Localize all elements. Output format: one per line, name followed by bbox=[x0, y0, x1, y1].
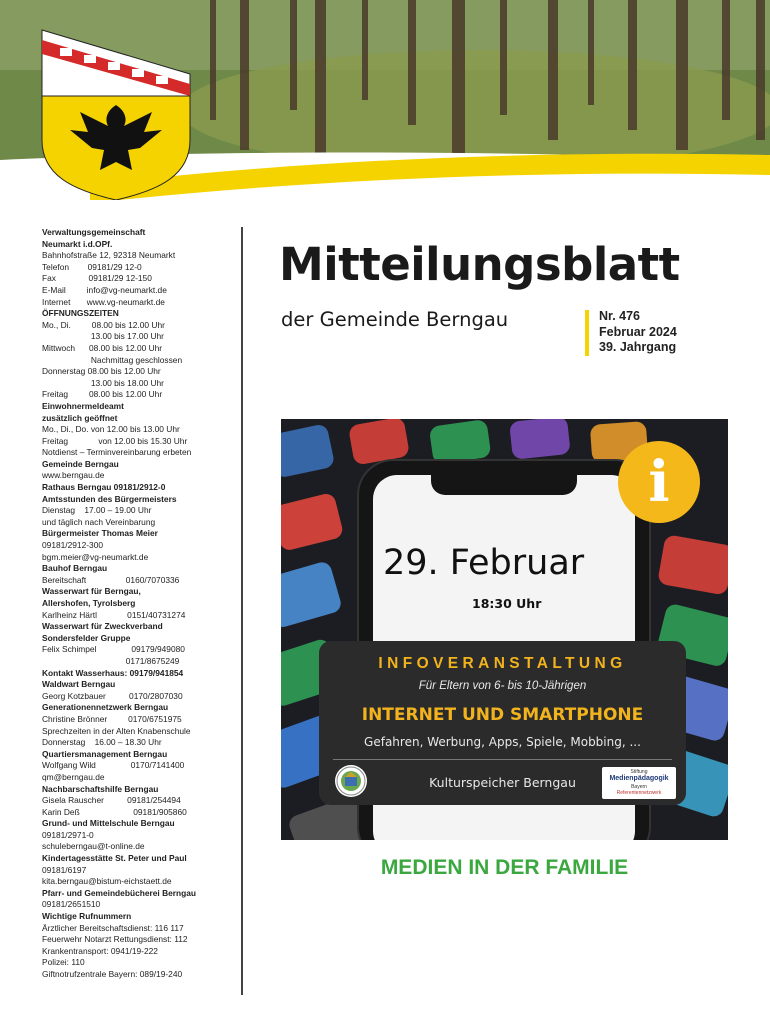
issue-number: Nr. 476 bbox=[599, 309, 641, 323]
event-date: 29. Februar bbox=[383, 543, 585, 583]
sidebar-line: 09181/2971-0 bbox=[42, 829, 94, 840]
sidebar-line: bgm.meier@vg-neumarkt.de bbox=[42, 551, 149, 562]
page-title: Mitteilungsblatt bbox=[279, 238, 680, 291]
header-photo bbox=[0, 0, 770, 200]
smartphone-notch bbox=[431, 475, 577, 495]
partner-logo bbox=[602, 767, 676, 799]
sidebar-line: Polizei: 110 bbox=[42, 957, 85, 968]
sidebar-divider bbox=[241, 227, 243, 995]
sidebar-heading: Waldwart Berngau bbox=[42, 679, 116, 690]
sidebar-line: und täglich nach Vereinbarung bbox=[42, 516, 156, 527]
sidebar-heading: Rathaus Berngau 09181/2912-0 bbox=[42, 482, 166, 493]
sidebar-line: Internet www.vg-neumarkt.de bbox=[42, 296, 165, 307]
page-subtitle: der Gemeinde Berngau bbox=[281, 308, 509, 331]
sidebar-heading: Einwohnermeldeamt bbox=[42, 400, 124, 411]
event-kicker: INFOVERANSTALTUNG bbox=[378, 655, 627, 672]
contact-sidebar bbox=[42, 227, 242, 981]
event-divider bbox=[333, 759, 672, 760]
sidebar-heading: Grund- und Mittelschule Berngau bbox=[42, 818, 175, 829]
forest-photo bbox=[0, 0, 770, 200]
sidebar-heading: Pfarr- und Gemeindebücherei Berngau bbox=[42, 887, 197, 898]
sidebar-line: 13.00 bis 18.00 Uhr bbox=[42, 377, 164, 388]
sidebar-heading: Gemeinde Berngau bbox=[42, 458, 119, 469]
sidebar-line: Feuerwehr Notarzt Rettungsdienst: 112 bbox=[42, 934, 188, 945]
issue-info bbox=[599, 309, 677, 356]
sidebar-heading: Allershofen, Tyrolsberg bbox=[42, 598, 136, 608]
sidebar-heading: Kindertagesstätte St. Peter und Paul bbox=[42, 853, 187, 864]
sidebar-line: Bahnhofstraße 12, 92318 Neumarkt bbox=[42, 250, 176, 261]
sidebar-heading: ÖFFNUNGSZEITEN bbox=[42, 308, 119, 319]
sidebar-line: www.berngau.de bbox=[42, 470, 105, 481]
event-poster bbox=[281, 419, 728, 840]
sidebar-line: 13.00 bis 17.00 Uhr bbox=[42, 331, 164, 342]
sidebar-line: E-Mail info@vg-neumarkt.de bbox=[42, 284, 167, 295]
cover-headline: MEDIEN IN DER FAMILIE bbox=[380, 856, 629, 879]
sidebar-line: Gisela Rauscher 09181/254494 bbox=[42, 795, 181, 806]
sidebar-line: kita.berngau@bistum-eichstaett.de bbox=[42, 876, 172, 887]
sidebar-heading: Sondersfelder Gruppe bbox=[42, 632, 131, 643]
sidebar-line: qm@berngau.de bbox=[42, 771, 105, 782]
sidebar-heading: Wichtige Rufnummern bbox=[42, 911, 132, 922]
sidebar-line: Notdienst – Terminvereinbarung erbeten bbox=[42, 447, 192, 458]
sidebar-heading: Bürgermeister Thomas Meier bbox=[42, 528, 158, 539]
sidebar-line: Mo., Di. 08.00 bis 12.00 Uhr bbox=[42, 319, 165, 330]
sidebar-line: Dienstag 17.00 – 19.00 Uhr bbox=[42, 505, 152, 516]
sidebar-line: Georg Kotzbauer 0170/2807030 bbox=[42, 690, 183, 701]
sidebar-line: Fax 09181/29 12-150 bbox=[42, 273, 152, 284]
sidebar-line: Freitag 08.00 bis 12.00 Uhr bbox=[42, 389, 163, 400]
partner-logo-name: Medienpädagogik bbox=[609, 775, 669, 782]
sidebar-heading: Wasserwart für Berngau, bbox=[42, 586, 141, 597]
event-topic: INTERNET UND SMARTPHONE bbox=[361, 705, 644, 725]
event-venue: Kulturspeicher Berngau bbox=[429, 775, 576, 790]
sidebar-heading: Generationennetzwerk Berngau bbox=[42, 702, 169, 713]
sidebar-line: 09181/2912-300 bbox=[42, 540, 104, 551]
partner-logo-line: Stiftung bbox=[630, 769, 648, 775]
sidebar-line: 09181/6197 bbox=[42, 864, 87, 875]
sidebar-heading: Quartiersmanagement Berngau bbox=[42, 748, 168, 759]
sidebar-line: Nachmittag geschlossen bbox=[42, 354, 183, 365]
sidebar-line: Felix Schimpel 09179/949080 bbox=[42, 644, 185, 655]
sidebar-heading: Bauhof Berngau bbox=[42, 563, 108, 574]
event-info-box bbox=[319, 641, 686, 805]
issue-accent-bar bbox=[585, 310, 589, 356]
partner-logo-line: Bayern bbox=[631, 784, 647, 790]
sidebar-line: Donnerstag 08.00 bis 12.00 Uhr bbox=[42, 366, 161, 377]
sidebar-heading: Verwaltungsgemeinschaft bbox=[42, 227, 146, 237]
sidebar-line: Bereitschaft 0160/7070336 bbox=[42, 574, 180, 585]
event-time: 18:30 Uhr bbox=[472, 596, 542, 611]
sidebar-line: Giftnotrufzentrale Bayern: 089/19-240 bbox=[42, 969, 183, 979]
sidebar-heading: Kontakt Wasserhaus: 09179/941854 bbox=[42, 667, 184, 678]
sidebar-line: Wolfgang Wild 0170/7141400 bbox=[42, 760, 185, 771]
sidebar-heading: Nachbarschaftshilfe Berngau bbox=[42, 783, 159, 794]
event-audience: Für Eltern von 6- bis 10-Jährigen bbox=[418, 680, 587, 692]
sidebar-line: Karlheinz Härtl 0151/40731274 bbox=[42, 609, 186, 620]
sidebar-line: 09181/2651510 bbox=[42, 899, 101, 910]
sidebar-line: Ärztlicher Bereitschaftsdienst: 116 117 bbox=[42, 922, 184, 933]
sidebar-line: Telefon 09181/29 12-0 bbox=[42, 261, 142, 272]
sidebar-line: Freitag von 12.00 bis 15.30 Uhr bbox=[42, 435, 188, 446]
sidebar-line: Mittwoch 08.00 bis 12.00 Uhr bbox=[42, 342, 163, 353]
sidebar-line: Krankentransport: 0941/19-222 bbox=[42, 945, 158, 956]
sidebar-line: 0171/8675249 bbox=[42, 655, 180, 666]
info-icon: i bbox=[618, 441, 700, 523]
sidebar-heading: Neumarkt i.d.OPf. bbox=[42, 238, 113, 249]
sidebar-line: Sprechzeiten in der Alten Knabenschule bbox=[42, 725, 191, 736]
event-subtopics: Gefahren, Werbung, Apps, Spiele, Mobbing, ... bbox=[364, 735, 641, 749]
issue-date: Februar 2024 bbox=[599, 324, 677, 339]
sidebar-line: Donnerstag 16.00 – 18.30 Uhr bbox=[42, 737, 162, 748]
sidebar-line: schuleberngau@t-online.de bbox=[42, 841, 145, 852]
sidebar-line: Mo., Di., Do. von 12.00 bis 13.00 Uhr bbox=[42, 424, 180, 435]
sidebar-line: Christine Brönner 0170/6751975 bbox=[42, 713, 182, 724]
sidebar-heading: Amtsstunden des Bürgermeisters bbox=[42, 493, 177, 504]
sidebar-heading: zusätzlich geöffnet bbox=[42, 412, 118, 423]
partner-logo-line: Referentennetzwerk bbox=[616, 790, 662, 796]
sidebar-line: Karin Deß 09181/905860 bbox=[42, 806, 187, 817]
issue-year: 39. Jahrgang bbox=[599, 340, 677, 354]
sidebar-heading: Wasserwart für Zweckverband bbox=[42, 621, 163, 632]
